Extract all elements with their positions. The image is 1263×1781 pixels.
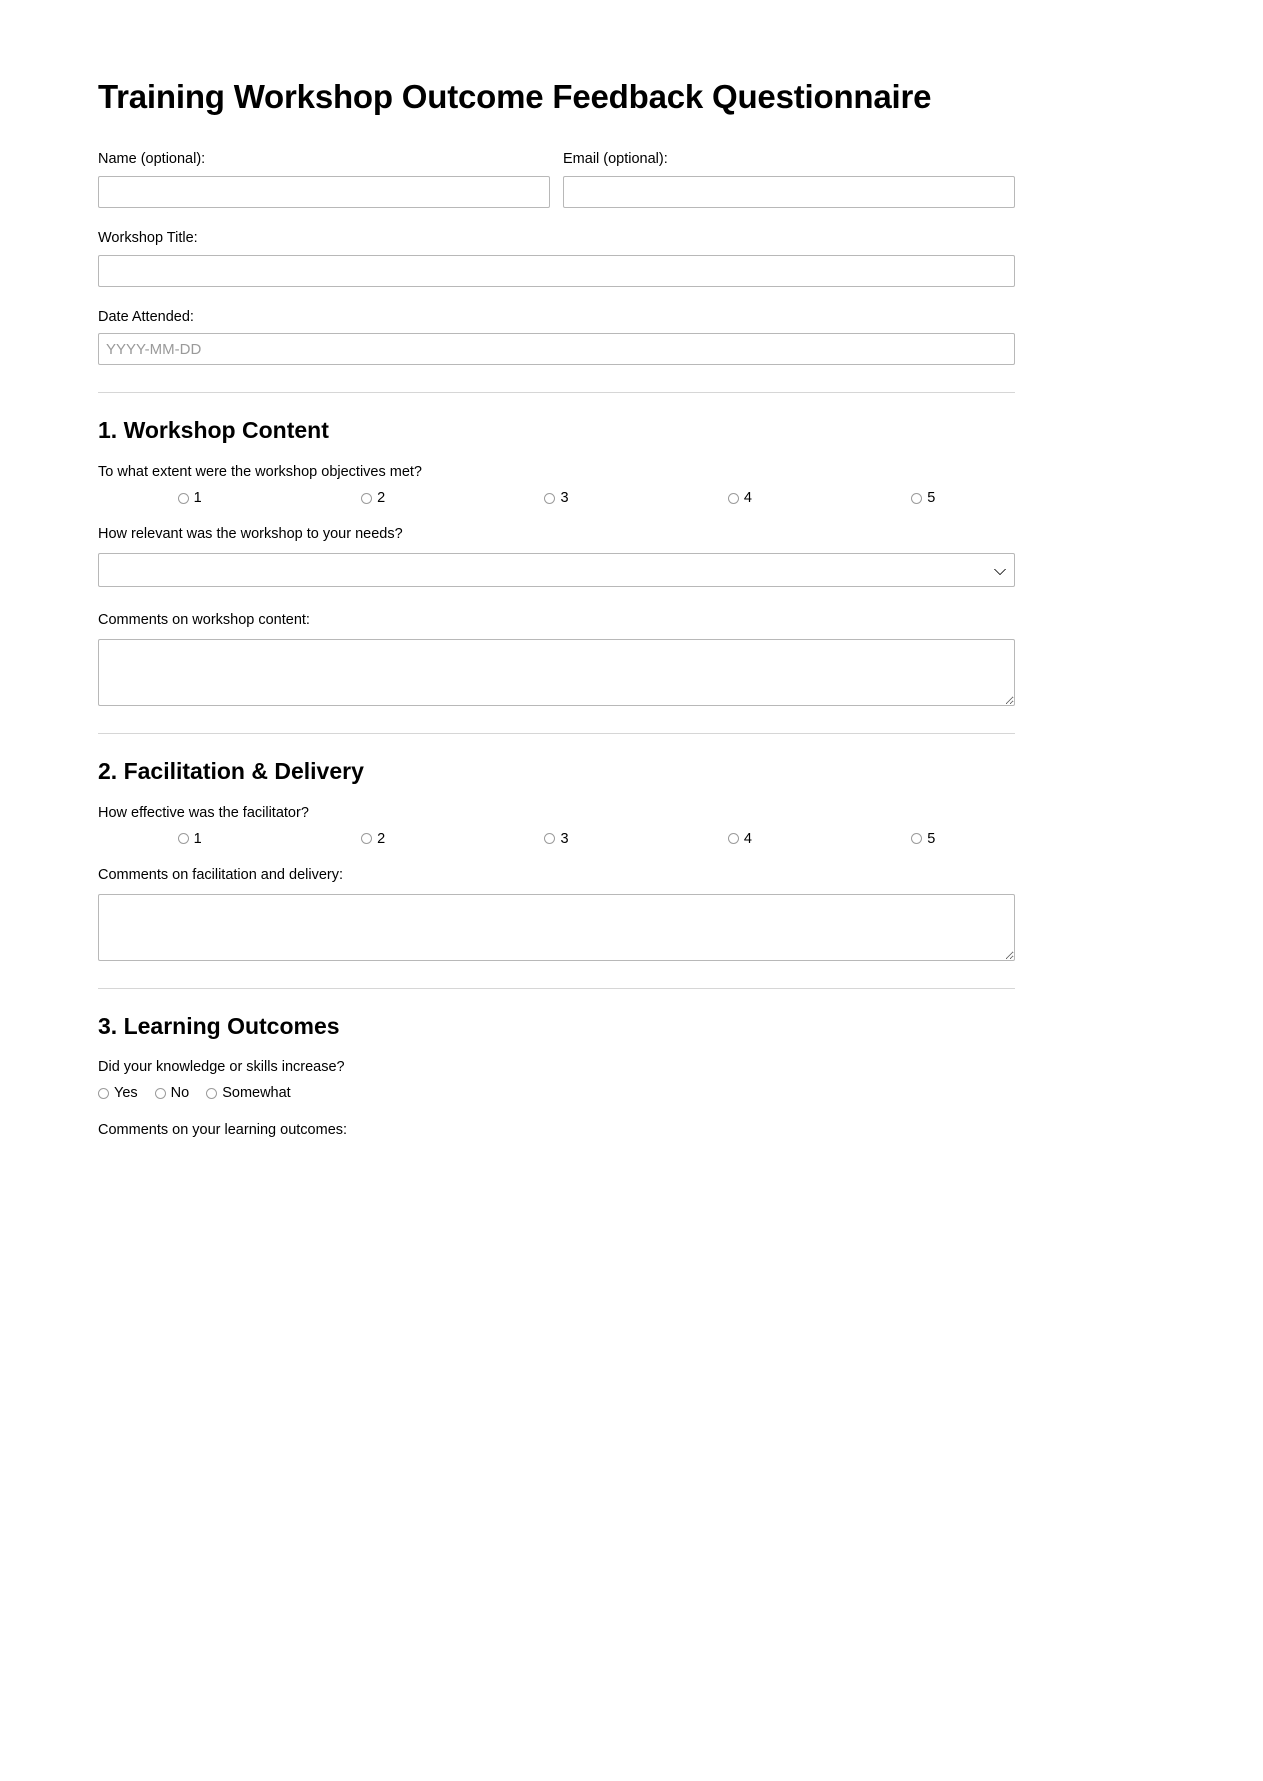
section-1-heading: 1. Workshop Content: [98, 417, 329, 444]
question-knowledge-increase-label: Did your knowledge or skills increase?: [98, 1059, 345, 1076]
section-divider-1: [98, 392, 1015, 393]
objectives-scale-option-3[interactable]: [465, 491, 648, 506]
facilitator-scale-label-3: 3: [560, 830, 569, 847]
facilitator-scale-option-5[interactable]: [832, 832, 1015, 847]
question-facilitator-label: How effective was the facilitator?: [98, 804, 309, 821]
date-attended-label: Date Attended:: [98, 308, 194, 325]
objectives-scale-option-2[interactable]: [281, 491, 464, 506]
date-attended-field-group: [98, 308, 1015, 366]
workshop-title-input[interactable]: [98, 255, 1015, 287]
relevance-select[interactable]: [98, 553, 1015, 587]
objectives-radio-4[interactable]: [728, 493, 739, 504]
section-divider-2: [98, 733, 1015, 734]
form-content: [98, 78, 1015, 1148]
email-label: Email (optional):: [563, 150, 668, 167]
knowledge-label-no: No: [170, 1085, 190, 1102]
knowledge-label-somewhat: Somewhat: [222, 1085, 291, 1102]
objectives-scale-label-5: 5: [927, 489, 936, 506]
comments-workshop-content-label: Comments on workshop content:: [98, 612, 310, 629]
facilitator-radio-1[interactable]: [178, 833, 189, 844]
facilitator-scale-row: [98, 832, 1015, 847]
facilitator-scale-label-5: 5: [927, 830, 936, 847]
name-label: Name (optional):: [98, 150, 206, 167]
objectives-scale-option-1[interactable]: [98, 491, 281, 506]
name-email-row: [98, 150, 1015, 208]
workshop-title-label: Workshop Title:: [98, 229, 198, 246]
objectives-radio-5[interactable]: [911, 493, 922, 504]
objectives-radio-3[interactable]: [544, 493, 555, 504]
facilitator-scale-label-4: 4: [743, 830, 752, 847]
objectives-scale-label-4: 4: [743, 489, 752, 506]
workshop-title-field-group: [98, 229, 1015, 287]
section-learning-outcomes: [98, 1013, 1015, 1148]
section-2-heading: 2. Facilitation & Delivery: [98, 758, 364, 785]
date-attended-input[interactable]: [98, 333, 1015, 365]
knowledge-option-no[interactable]: [155, 1086, 190, 1101]
page-title: Training Workshop Outcome Feedback Questionnaire: [98, 78, 932, 115]
knowledge-option-yes[interactable]: [98, 1086, 138, 1101]
facilitator-scale-option-1[interactable]: [98, 832, 281, 847]
comments-workshop-content-input[interactable]: [98, 639, 1015, 706]
section-3-heading: 3. Learning Outcomes: [98, 1012, 340, 1039]
comments-learning-outcomes-label: Comments on your learning outcomes:: [98, 1121, 348, 1138]
name-field-group: [98, 150, 550, 208]
name-input[interactable]: [98, 176, 550, 208]
comments-facilitation-input[interactable]: [98, 894, 1015, 961]
knowledge-radio-yes[interactable]: [98, 1088, 109, 1099]
section-divider-3: [98, 988, 1015, 989]
facilitator-scale-option-3[interactable]: [465, 832, 648, 847]
knowledge-label-yes: Yes: [114, 1085, 138, 1102]
facilitator-radio-2[interactable]: [361, 833, 372, 844]
objectives-scale-label-1: 1: [193, 489, 202, 506]
email-input[interactable]: [563, 176, 1015, 208]
knowledge-options-row: [98, 1086, 1015, 1101]
facilitator-scale-label-2: 2: [377, 830, 386, 847]
facilitator-radio-3[interactable]: [544, 833, 555, 844]
knowledge-radio-somewhat[interactable]: [206, 1088, 217, 1099]
comments-facilitation-label: Comments on facilitation and delivery:: [98, 867, 344, 884]
objectives-scale-option-4[interactable]: [648, 491, 831, 506]
facilitator-scale-label-1: 1: [193, 830, 202, 847]
objectives-radio-2[interactable]: [361, 493, 372, 504]
facilitator-radio-5[interactable]: [911, 833, 922, 844]
knowledge-option-somewhat[interactable]: [206, 1086, 291, 1101]
section-facilitation-delivery: [98, 758, 1015, 961]
email-field-group: [563, 150, 1015, 208]
knowledge-radio-no[interactable]: [155, 1088, 166, 1099]
question-objectives-met-label: To what extent were the workshop objectives met?: [98, 464, 422, 481]
facilitator-radio-4[interactable]: [728, 833, 739, 844]
objectives-radio-1[interactable]: [178, 493, 189, 504]
objectives-scale-label-2: 2: [377, 489, 386, 506]
objectives-scale-label-3: 3: [560, 489, 569, 506]
section-workshop-content: [98, 417, 1015, 706]
objectives-scale-row: [98, 491, 1015, 506]
facilitator-scale-option-4[interactable]: [648, 832, 831, 847]
facilitator-scale-option-2[interactable]: [281, 832, 464, 847]
question-relevance-label: How relevant was the workshop to your needs?: [98, 526, 403, 543]
objectives-scale-option-5[interactable]: [832, 491, 1015, 506]
